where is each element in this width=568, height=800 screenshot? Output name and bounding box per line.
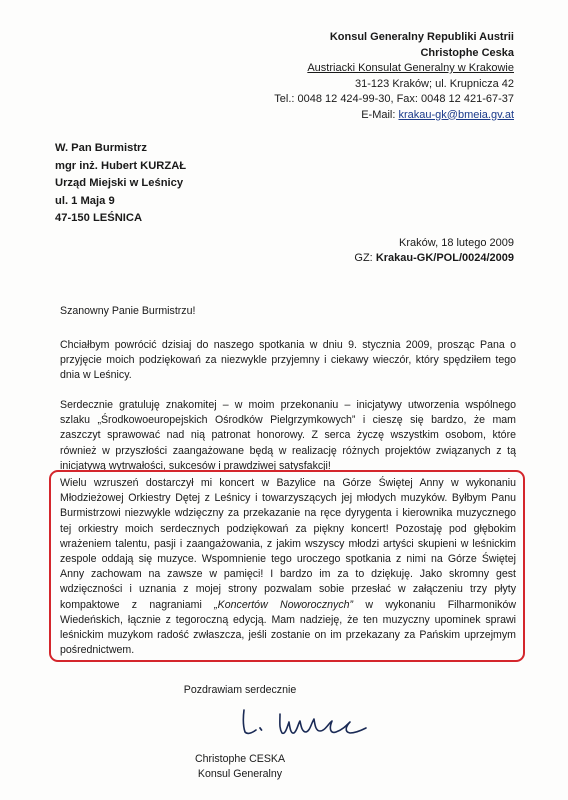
closing: Pozdrawiam serdecznie: [183, 684, 297, 696]
sender-title: Konsul Generalny Republiki Austrii: [329, 31, 514, 43]
sender-email-line: [194, 108, 514, 124]
signer-title: Konsul Generalny: [197, 767, 283, 780]
recipient-line-4: ul. 1 Maja 9: [55, 194, 115, 207]
paragraph-3: [60, 476, 516, 658]
reference-code: Krakau-GK/POL/0024/2009: [375, 252, 514, 264]
place-date: Kraków, 18 lutego 2009: [399, 237, 514, 249]
recipient-line-1: W. Pan Burmistrz: [55, 142, 148, 154]
paragraph-3-concert-title: „Koncertów Noworocznych”: [214, 598, 354, 611]
paragraph-2: Serdecznie gratuluję znakomitej – w moim przekonaniu – inicjatywy utworzenia wspólnego szlaku „Środkowoeuropejskich Ośrodków Pielgrzymkowych” i cieszę się bardzo, że mam zaszczyt sprawować nad nią patronat honorowy. Z serca życzę wszystkim osobom, które również w przyszłości zaangażowane będą w realizację różnych projektów związanych z tą inicjatywą wytrwałości, sukcesów i prawdziwej satysfakcji!: [60, 399, 516, 472]
salutation: Szanowny Panie Burmistrzu!: [60, 305, 196, 317]
sender-office: Austriacki Konsulat Generalny w Krakowie: [307, 62, 514, 74]
signer-block: [60, 752, 420, 781]
recipient-address: [55, 140, 186, 228]
recipient-line-3: Urząd Miejski w Leśnicy: [55, 177, 184, 190]
sender-header: [194, 30, 514, 123]
date-reference: [234, 236, 514, 266]
email-link[interactable]: krakau-gk@bmeia.gv.at: [398, 108, 514, 121]
recipient-line-2: mgr inż. Hubert KURZAŁ: [55, 159, 187, 172]
signature-image: [236, 704, 376, 740]
paragraph-1: Chciałbym powrócić dzisiaj do naszego spotkania w dniu 9. stycznia 2009, prosząc Pana o przyjęcie moich podziękowań za niezwykle przyjemny i ciekawy wieczór, który spędziłem tego dnia w Leśnicy.: [60, 339, 516, 382]
sender-phone-fax: Tel.: 0048 12 424-99-30, Fax: 0048 12 421-67-37: [274, 93, 514, 105]
signer-name: Christophe CESKA: [194, 753, 286, 765]
paragraph-3-part-1: Wielu wzruszeń dostarczył mi koncert w Bazylice na Górze Świętej Anny w wykonaniu Młodzieżowej Orkiestry Dętej z Leśnicy i towarzyszących jej młodych muzyków. Byłbym Panu Burmistrzowi niezwykle wdzięczny za przekazanie na ręce dyrygenta i kierownika muzycznego tej orkiestry moich serdecznych podziękowań za piękny koncert! Pozostaję pod głębokim wrażeniem talentu, pasji i zaangażowania, z jakim wszyscy młodzi artyści skupieni w leśnickim zespole oddają się muzyce. Wspomnienie tego uroczego spotkania z nimi na Górze Świętej Anny zachowam na zawsze w pamięci! I bardzo im za to dziękuję. Jako skromny gest wdzięczności i uznania z mojej strony pozwalam sobie przesłać w załączeniu trzy płyty kompaktowe z nagraniami: [60, 477, 516, 611]
recipient-line-5: 47-150 LEŚNICA: [55, 212, 143, 225]
reference-number: [234, 251, 514, 266]
email-label: E-Mail:: [361, 108, 396, 121]
sender-address: 31-123 Kraków; ul. Krupnicza 42: [355, 77, 514, 90]
reference-label: GZ:: [354, 252, 373, 264]
sender-name: Christophe Ceska: [420, 46, 514, 59]
paragraph-3-part-2: w wykonaniu Filharmoników Wiedeńskich, łącznie z tegoroczną edycją. Mam nadzieję, że ten muzyczny upominek sprawi leśnickim muzykom radość zwłaszcza, jeśli zostanie on im przekazany za Pańskim uprzejmym pośrednictwem.: [60, 598, 516, 657]
